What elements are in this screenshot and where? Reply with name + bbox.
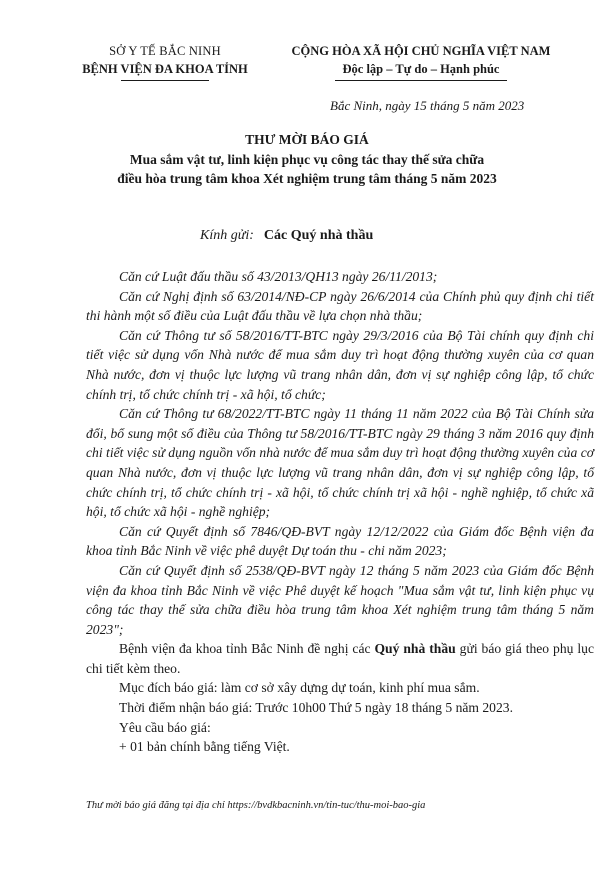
greeting-recipient: Các Quý nhà thầu — [263, 228, 374, 243]
legal-basis-2: Căn cứ Nghị định số 63/2014/NĐ-CP ngày 26/6/2014 của Chính phủ quy định chi tiết thi hành một số điều của Luật đấu thầu về lựa chọn nhà thầu; — [86, 288, 594, 324]
invitation-text-end: gửi báo giá theo phụ lục chi tiết kèm theo. — [86, 641, 595, 676]
issuer-block — [60, 42, 270, 78]
legal-basis-6: Căn cứ Quyết định số 2538/QĐ-BVT ngày 12 tháng 5 năm 2023 của Giám đốc Bệnh viện đa khoa tỉnh Bắc Ninh về việc Phê duyệt kế hoạch "Mua sắm vật tư, linh kiện phục vụ công tác thay thế sửa chữa điều hòa trung tâm khoa Xét nghiệm trung tâm tháng 5 năm 2023"; — [86, 562, 594, 637]
legal-basis-1: Căn cứ Luật đấu thầu số 43/2013/QH13 ngày 26/11/2013; — [119, 269, 438, 284]
motto-underline — [335, 80, 507, 81]
quote-purpose: Mục đích báo giá: làm cơ sở xây dựng dự toán, kinh phí mua sắm. — [119, 680, 480, 696]
invitation-paragraph — [86, 639, 594, 678]
department-name: SỞ Y TẾ BẮC NINH — [109, 44, 221, 58]
requirement-item: + 01 bản chính bằng tiếng Việt. — [119, 739, 290, 755]
quote-deadline: Thời điểm nhận báo giá: Trước 10h00 Thứ 5 ngày 18 tháng 5 năm 2023. — [119, 700, 513, 716]
invitation-recipient: Quý nhà thầu — [374, 641, 456, 657]
date-line: Bắc Ninh, ngày 15 tháng 5 năm 2023 — [330, 98, 525, 113]
greeting-label: Kính gửi: — [200, 228, 254, 243]
letter-body — [86, 267, 594, 757]
document-subtitle — [40, 150, 574, 188]
subtitle-line-2: điều hòa trung tâm khoa Xét nghiệm trung tâm tháng 5 năm 2023 — [117, 171, 497, 186]
national-header — [268, 42, 574, 78]
legal-basis-4: Căn cứ Thông tư 68/2022/TT-BTC ngày 11 tháng 11 năm 2022 của Bộ Tài Chính sửa đổi, bổ sung một số điều của Thông tư 58/2016/TT-BTC ngày 29 tháng 3 năm 2016 quy định chi tiết việc sử dụng nguồn vốn nhà nước để mua sắm duy trì hoạt động thường xuyên của cơ quan Nhà nước, đơn vị thuộc lực lượng vũ trang nhân dân, đơn vị sự nghiệp công lập, tổ chức chính trị, tổ chức chính trị - xã hội, tổ chức chính trị xã hội - nghề nghiệp, tổ chức xã hội, tổ chức xã hội - nghề nghiệp; — [86, 406, 594, 520]
footer-note: Thư mời báo giá đăng tại địa chỉ https://bvdkbacninh.vn/tin-tuc/thu-moi-bao-gia — [86, 800, 426, 811]
greeting — [200, 228, 373, 244]
issuer-underline — [121, 80, 209, 81]
national-motto: Độc lập – Tự do – Hạnh phúc — [342, 62, 500, 76]
invitation-text-start: Bệnh viện đa khoa tỉnh Bắc Ninh đề nghị các — [119, 641, 375, 657]
document-title: THƯ MỜI BÁO GIÁ — [245, 132, 369, 147]
subtitle-line-1: Mua sắm vật tư, linh kiện phục vụ công tác thay thế sửa chữa — [129, 152, 485, 167]
legal-basis-5: Căn cứ Quyết định số 7846/QĐ-BVT ngày 12/12/2022 của Giám đốc Bệnh viện đa khoa tỉnh Bắc Ninh về việc phê duyệt Dự toán thu - chi năm 2023; — [86, 523, 594, 559]
nation-name: CỘNG HÒA XÃ HỘI CHỦ NGHĨA VIỆT NAM — [291, 44, 551, 58]
requirements-label: Yêu cầu báo giá: — [119, 719, 211, 735]
hospital-name: BỆNH VIỆN ĐA KHOA TỈNH — [82, 62, 248, 76]
legal-basis-3: Căn cứ Thông tư số 58/2016/TT-BTC ngày 29/3/2016 của Bộ Tài chính quy định chi tiết việc sử dụng vốn Nhà nước để mua sắm duy trì hoạt động thường xuyên của cơ quan Nhà nước, đơn vị thuộc lực lượng vũ trang nhân dân, đơn vị sự nghiệp công lập, tổ chức chính trị, tổ chức chính trị - xã hội, tổ chức; — [86, 327, 594, 402]
